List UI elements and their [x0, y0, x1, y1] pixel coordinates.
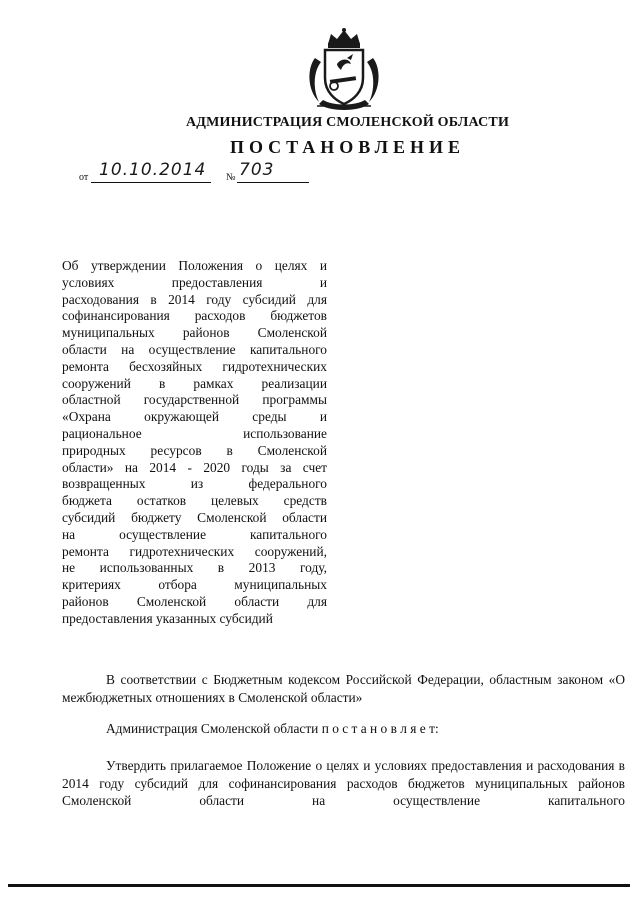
- subject-line: ремонта гидротехнических сооружений,: [62, 543, 327, 559]
- number-handwritten: 703: [239, 160, 275, 180]
- date-handwritten: 10.10.2014: [99, 160, 207, 180]
- subject-line: не использованных в 2013 году,: [62, 560, 327, 576]
- body-paragraph-legal-basis: [62, 671, 625, 706]
- date-label: от: [79, 172, 89, 183]
- subject-line: критериях отбора муниципальных: [62, 577, 327, 593]
- subject-line: области на осуществление капитального: [62, 341, 327, 357]
- subject-line: возвращенных из федерального: [62, 476, 327, 492]
- date-underline: [91, 182, 211, 183]
- subject-line: муниципальных районов Смоленской: [62, 325, 327, 341]
- subject-line: области» на 2014 - 2020 годы за счет: [62, 459, 327, 475]
- subject-line: на осуществление капитального: [62, 526, 327, 542]
- subject-line: предоставления указанных субсидий: [62, 610, 273, 626]
- subject-line: областной государственной программы: [62, 392, 327, 408]
- coat-of-arms-emblem: [303, 28, 385, 114]
- body-paragraph-approve: [62, 757, 625, 810]
- subject-line: Об утверждении Положения о целях и: [62, 258, 327, 273]
- subject-line: рациональное использование: [62, 425, 327, 441]
- subject-line: природных ресурсов в Смоленской: [62, 442, 327, 458]
- subject-line: субсидий бюджету Смоленской области: [62, 509, 327, 525]
- subject-line: бюджета остатков целевых средств: [62, 493, 327, 509]
- number-label: №: [226, 172, 236, 183]
- subject-line: условиях предоставления и: [62, 274, 327, 290]
- subject-block: [62, 258, 327, 628]
- paragraph-text: Утвердить прилагаемое Положение о целях и условиях предоставления и расходования в 2014 году субсидий для софинансирования расходов бюджетов муниципальных районов Смоленской области на осуществление капитального: [62, 758, 625, 808]
- subject-line: расходования в 2014 году субсидий для: [62, 291, 327, 307]
- paragraph-text: В соответствии с Бюджетным кодексом Российской Федерации, областным законом «О межбюджетных отношениях в Смоленской области»: [62, 672, 625, 705]
- paragraph-text: Администрация Смоленской области п о с т а н о в л я е т:: [106, 721, 439, 736]
- document-type-title: ПОСТАНОВЛЕНИЕ: [229, 137, 466, 157]
- subject-line: сооружений в рамках реализации: [62, 375, 327, 391]
- subject-line: районов Смоленской области для: [62, 593, 327, 609]
- subject-line: ремонта бесхозяйных гидротехнических: [62, 358, 327, 374]
- crown-icon: [328, 28, 360, 48]
- number-underline: [237, 182, 309, 183]
- page-bottom-rule: [8, 884, 630, 887]
- body-paragraph-resolves: [62, 720, 625, 738]
- subject-line: софинансирования расходов бюджетов: [62, 308, 327, 324]
- organization-name: АДМИНИСТРАЦИЯ СМОЛЕНСКОЙ ОБЛАСТИ: [185, 115, 510, 130]
- subject-line: «Охрана окружающей среды и: [62, 409, 327, 425]
